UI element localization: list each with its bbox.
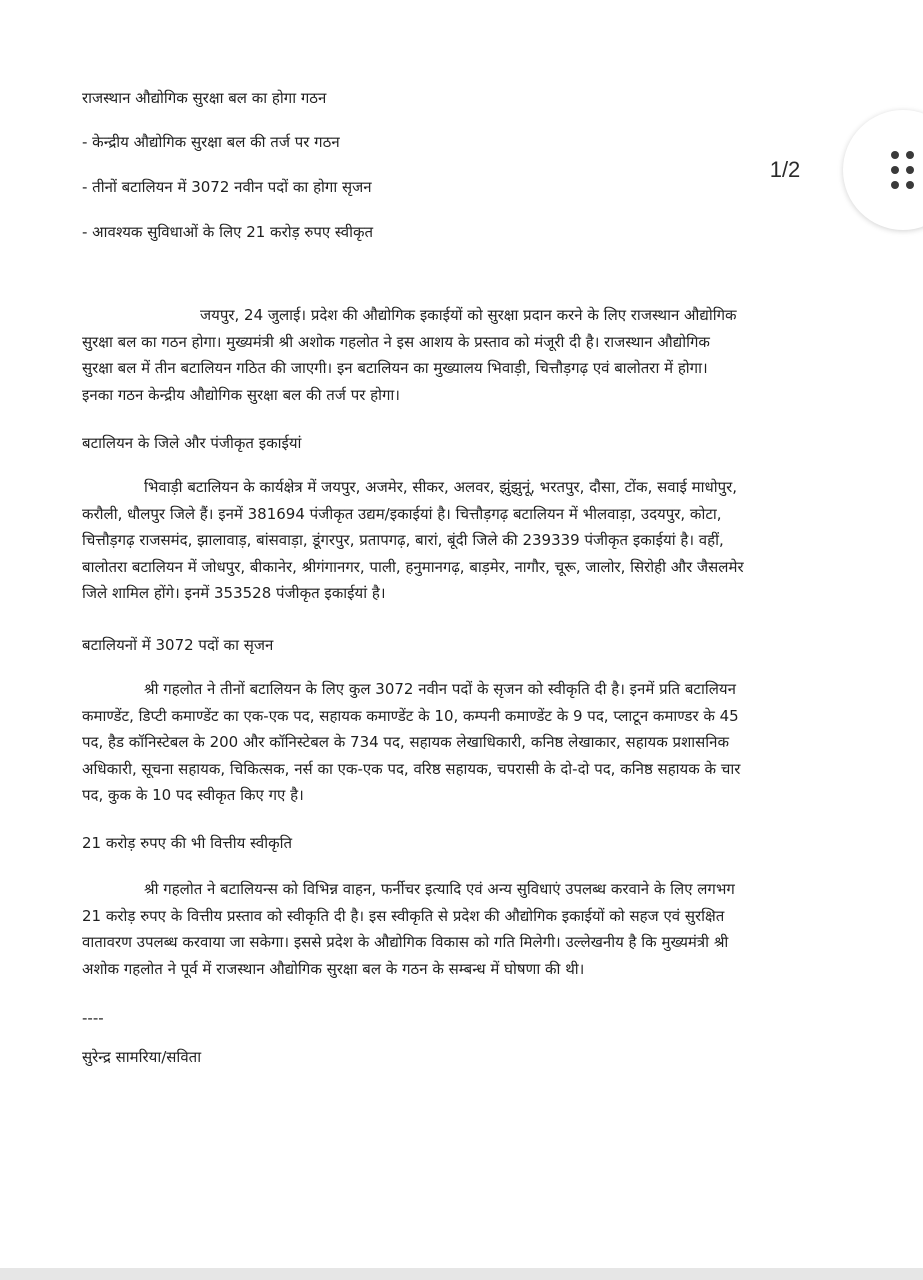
page-indicator: 1/2	[769, 157, 801, 182]
intro-line: जयपुर, 24 जुलाई। प्रदेश की औद्योगिक इकाईयों को सुरक्षा प्रदान करने के लिए राजस्थान औद्योगिक	[200, 306, 737, 324]
finance-line: 21 करोड़ रुपए के वित्तीय प्रस्ताव को स्वीकृति दी है। इस स्वीकृति से प्रदेश की औद्योगिक इकाईयों को सहज एवं सुरक्षित	[82, 906, 725, 925]
districts-line: करौली, धौलपुर जिले हैं। इनमें 381694 पंजीकृत उद्यम/इकाईयां है। चित्तौड़गढ़ बटालियन में भीलवाड़ा, उदयपुर, कोटा,	[82, 504, 722, 523]
section-heading-finance: 21 करोड़ रुपए की भी वित्तीय स्वीकृति	[82, 834, 293, 852]
headline: राजस्थान औद्योगिक सुरक्षा बल का होगा गठन	[82, 89, 327, 107]
viewer-bottom-bar	[0, 1268, 923, 1280]
finance-line: श्री गहलोत ने बटालियन्स को विभिन्न वाहन, फर्नीचर इत्यादि एवं अन्य सुविधाएं उपलब्ध करवाने के लिए लगभग	[144, 880, 735, 898]
intro-paragraph	[82, 302, 737, 408]
posts-paragraph	[82, 676, 740, 809]
posts-line: अधिकारी, सूचना सहायक, चिकित्सक, नर्स का एक-एक पद, वरिष्ठ सहायक, चपरासी के दो-दो पद, कनिष्ठ सहायक के चार	[82, 759, 741, 778]
districts-line: जिले शामिल होंगे। इनमें 353528 पंजीकृत इकाईयां है।	[82, 584, 386, 602]
districts-line: बालोतरा बटालियन में जोधपुर, बीकानेर, श्रीगंगानगर, पाली, हनुमानगढ़, बाड़मेर, नागौर, चूरू, जालोर, सिरोही और जैसलमेर	[82, 557, 744, 576]
signature: सुरेन्द्र सामरिया/सविता	[82, 1048, 202, 1066]
intro-line: इनका गठन केन्द्रीय औद्योगिक सुरक्षा बल की तर्ज पर होगा।	[82, 385, 400, 404]
intro-line: सुरक्षा बल का गठन होगा। मुख्यमंत्री श्री अशोक गहलोत ने इस आशय के प्रस्ताव को मंजूरी दी है। राजस्थान औद्योगिक	[82, 332, 710, 351]
posts-line: कमाण्डेंट, डिप्टी कमाण्डेंट का एक-एक पद, सहायक कमाण्डेंट के 10, कम्पनी कमाण्डेंट के 9 पद, प्लाटून कमाण्डर के 45	[82, 706, 739, 725]
section-heading-posts: बटालियनों में 3072 पदों का सृजन	[82, 636, 274, 654]
finance-paragraph	[82, 876, 735, 982]
finance-line: वातावरण उपलब्ध करवाया जा सकेगा। इससे प्रदेश के औद्योगिक विकास को गति मिलेगी। उल्लेखनीय है कि मुख्यमंत्री श्री	[82, 933, 729, 951]
bullet-2: - तीनों बटालियन में 3072 नवीन पदों का होगा सृजन	[82, 178, 372, 196]
districts-line: चित्तौड़गढ़ राजसमंद, झालावाड़, बांसवाड़ा, डूंगरपुर, प्रतापगढ़, बारां, बूंदी जिले की 239339 पंजीकृत इकाईयां है। वहीं,	[82, 531, 724, 549]
districts-line: भिवाड़ी बटालियन के कार्यक्षेत्र में जयपुर, अजमेर, सीकर, अलवर, झुंझुनूं, भरतपुर, दौसा, टोंक, सवाई माधोपुर,	[144, 478, 737, 496]
finance-line: अशोक गहलोत ने पूर्व में राजस्थान औद्योगिक सुरक्षा बल के गठन के सम्बन्ध में घोषणा की थी।	[82, 959, 585, 978]
posts-line: पद, हैड कॉनिस्टेबल के 200 और कॉनिस्टेबल के 734 पद, सहायक लेखाधिकारी, कनिष्ठ लेखाकार, सहायक प्रशासनिक	[82, 733, 730, 751]
bullet-3: - आवश्यक सुविधाओं के लिए 21 करोड़ रुपए स्वीकृत	[82, 223, 374, 241]
posts-line: पद, कुक के 10 पद स्वीकृत किए गए है।	[82, 786, 304, 804]
section-heading-districts: बटालियन के जिले और पंजीकृत इकाईयां	[82, 434, 302, 452]
separator: ----	[82, 1009, 104, 1027]
districts-paragraph	[82, 474, 744, 607]
posts-line: श्री गहलोत ने तीनों बटालियन के लिए कुल 3072 नवीन पदों के सृजन को स्वीकृति दी है। इनमें प्रति बटालियन	[144, 680, 736, 698]
intro-line: सुरक्षा बल में तीन बटालियन गठित की जाएगी। इन बटालियन का मुख्यालय भिवाड़ी, चित्तौड़गढ़ एवं बालोतरा में होगा।	[82, 359, 708, 377]
bullet-1: - केन्द्रीय औद्योगिक सुरक्षा बल की तर्ज पर गठन	[82, 133, 340, 151]
